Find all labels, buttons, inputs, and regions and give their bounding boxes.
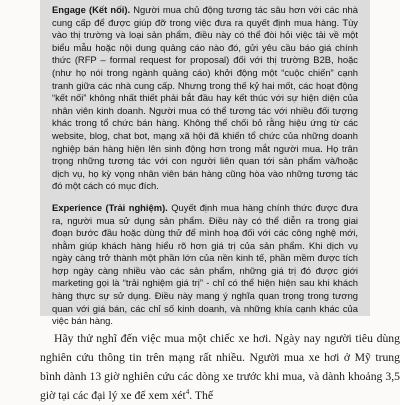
body-paragraph — [40, 329, 400, 405]
engage-text: Người mua chủ động tương tác sâu hơn với các nhà cung cấp để được giúp đỡ trong việc đưa ra quyết định mua hàng. Tùy vào thị trường và loại sản phẩm, điều này có thể đòi hỏi việc tải về một biểu mẫu hoặc nội dung quảng cáo nào đó, gửi yêu cầu báo giá chính thức (RFP – formal request for proposal) đối với thị trường B2B, hoặc (như họ nói trong ngành quảng cáo) khởi động một “cuộc chiến” cạnh tranh giữa các nhà cung cấp. Nhưng trong thế kỷ hai mốt, các hoạt động “kết nối” không nhất thiết phải bắt đầu hay kết thúc với sự hiện diện của nhân viên kinh doanh. Người mua có thể tương tác với nhiều đối tượng khác trong tổ chức bán hàng. Không thể chối bỏ rằng hiệu ứng từ các website, blog, chat bot, mạng xã hội đã khiến tổ chức của những doanh nghiệp bán hàng hiện lên sinh động hơn trong mắt người mua. Họ trân trọng những tương tác với con người liên quan tới sản phẩm và/hoặc dịch vụ, họ kỳ vọng nhân viên bán hàng cũng hòa vào những tương tác đó một cách có mục đích. — [52, 4, 358, 192]
body-paragraph-text: Hãy thử nghĩ đến việc mua một chiếc xe hơi. Ngày nay người tiêu dùng nghiên cứu thông tin trên mạng rất nhiều. Người mua xe hơi ở Mỹ trung bình dành 13 giờ nghiên cứu các dòng xe trước khi mua, và dành khoảng 3,5 giờ tại các đại lý xe để xem xét — [40, 332, 400, 402]
experience-text: Quyết định mua hàng chính thức được đưa ra, người mua sử dụng sản phẩm. Điều này có thể diễn ra trong giai đoạn bước đầu hoặc dùng thử để mình hoạ đối với các công nghệ mới, nhằm giúp khách hàng hiểu rõ hơn giá trị của sản phẩm. Khi dịch vụ ngày càng trở thành một phần lớn của nền kinh tế, phần mềm được tích hợp ngày càng nhiều vào các sản phẩm, những giá trị đó được giới marketing gọi là “trải nghiệm giá trị” - chỉ có thể hiện hiện sau khi khách hàng thực sự sử dụng. Điều này mang ý nghĩa quan trọng trong tương quan với giá bán, các chỉ số kinh doanh, và những khía cạnh khác của việc bán hàng. — [52, 201, 358, 327]
footnote-marker: 4 — [185, 388, 190, 397]
engage-paragraph — [52, 4, 358, 193]
experience-term: Experience (Trải nghiệm). — [52, 201, 168, 213]
body-paragraph-tail: . Thế — [189, 389, 214, 402]
engage-term: Engage (Kết nối). — [52, 4, 131, 15]
experience-paragraph — [52, 202, 358, 328]
definition-box — [40, 0, 370, 327]
